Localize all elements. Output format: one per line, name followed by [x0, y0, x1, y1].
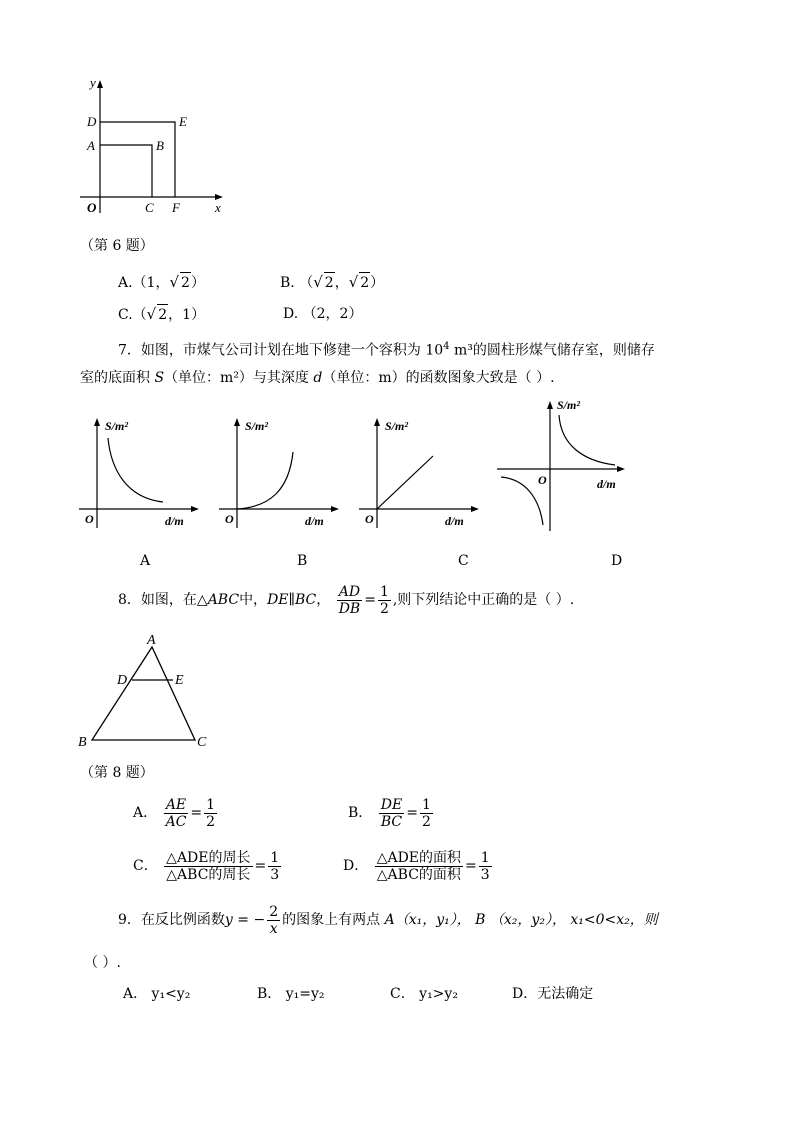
q7-line1-sup: 4 [443, 341, 450, 352]
q8-option-b-eq: = [406, 805, 418, 821]
q6-caption: （第 6 题） [80, 238, 154, 254]
q7-graph-c-ylabel: S/m² [385, 419, 408, 433]
q9-stem-a: 9．在反比例函数 [118, 912, 225, 928]
q8-option-c-rnum: 1 [270, 849, 280, 866]
q8-stem-d: ,则下列结论中正确的是（ ）. [392, 592, 575, 608]
q6-option-b: B. （√ 2，√ 2） [280, 273, 385, 291]
q8-stem-a: 8．如图，在△ [118, 592, 208, 608]
q8-option-d [343, 848, 494, 884]
triangle-abc [92, 647, 195, 740]
label-E: E [179, 114, 187, 129]
q8-option-c-eq: = [254, 858, 267, 874]
label-A: A [87, 138, 95, 153]
q6-option-c-suffix: ，1） [168, 307, 206, 323]
q9-frac-den: x [269, 920, 278, 937]
q6-figure [75, 75, 235, 220]
q8-option-d-num: △ADE的面积 [376, 849, 462, 866]
q7-choice-d: D [611, 553, 623, 569]
q8-option-d-rnum: 1 [480, 849, 490, 866]
q7-stem-line1 [118, 337, 655, 361]
tri-label-B: B [78, 735, 87, 750]
q8-caption: （第 8 题） [80, 765, 154, 781]
q8-option-b-den: BC [380, 813, 403, 830]
q7-graph-a-curve [108, 438, 163, 502]
q7-line1-b: m³的圆柱形煤气储存室，则储存 [449, 342, 655, 359]
q6-option-a-prefix: A.（1， [118, 275, 170, 291]
tri-label-E: E [175, 673, 184, 688]
q6-option-b-sqrt2: 2 [359, 272, 370, 293]
q7-stem-line2 [80, 368, 555, 388]
label-F: F [172, 200, 180, 215]
label-y: y [90, 75, 96, 90]
q8-option-c-num: △ADE的周长 [166, 849, 251, 866]
tri-label-A: A [147, 633, 156, 648]
label-C: C [145, 200, 154, 215]
q7-graph-b-curve [237, 452, 293, 509]
q6-option-c-sqrt: 2 [157, 304, 168, 325]
q7-line2-a: 室的底面积 [80, 370, 155, 386]
q8-stem-eq: = [364, 592, 376, 608]
q9-option-c: C． y₁>y₂ [390, 986, 458, 1002]
q8-option-d-label: D． [343, 858, 369, 874]
q9-frac-num: 2 [269, 903, 279, 920]
q7-graph-b-origin: O [225, 512, 234, 526]
label-O: O [87, 200, 97, 215]
q6-option-b-mid: ， [334, 275, 349, 291]
q8-option-a-den: AC [165, 813, 187, 830]
q7-choice-c: C [458, 553, 469, 569]
q8-option-a-rnum: 1 [206, 796, 216, 813]
q9-point-a: A（x₁，y₁）， [384, 912, 471, 928]
q8-option-a-num: AE [165, 796, 187, 813]
tri-label-D: D [117, 673, 128, 688]
rect-abco [100, 145, 152, 197]
q8-option-b-rden: 2 [421, 813, 431, 830]
q7-line2-b: （单位：m²）与其深度 [164, 370, 314, 386]
q8-stem-c: ， [316, 592, 331, 608]
q7-graph-a-origin: O [85, 512, 94, 526]
q7-graph-b-xlabel: d/m [305, 514, 324, 528]
q8-stem-frac-num: AD [338, 583, 361, 600]
q6-option-a-suffix: ） [190, 275, 205, 291]
q7-choice-a: A [140, 553, 151, 569]
q8-option-b [348, 795, 435, 831]
q8-stem-de: DE∥BC [267, 592, 317, 608]
q8-option-a-rden: 2 [206, 813, 216, 830]
q8-stem-abc: ABC [207, 592, 240, 608]
q9-point-b: B （x₂，y₂）， [475, 912, 566, 928]
y-arrow [97, 80, 103, 88]
q6-option-b-prefix: B. （ [280, 275, 314, 291]
q7-graph-a [75, 410, 200, 535]
rect-defo [100, 122, 175, 197]
q6-option-d: D. （2，2） [283, 306, 363, 322]
q8-option-d-eq: = [465, 858, 477, 874]
q8-option-d-rden: 3 [480, 866, 490, 883]
q9-stem [118, 902, 658, 938]
q8-option-b-label: B． [348, 805, 373, 821]
q8-stem-half [378, 584, 391, 617]
q6-option-c: C.（√ 2，1） [118, 305, 206, 323]
q8-stem-frac [337, 584, 363, 617]
q8-option-a [133, 795, 219, 831]
q8-stem-half-den: 2 [379, 600, 389, 617]
q8-option-a-eq: = [190, 805, 203, 821]
label-D: D [87, 114, 97, 129]
q8-option-c-den: △ABC的周长 [166, 866, 251, 883]
q8-option-b-rnum: 1 [421, 796, 431, 813]
tri-label-C: C [197, 735, 207, 750]
q9-stem-b: 的图象上有两点 [282, 912, 385, 928]
q9-option-a: A． y₁<y₂ [123, 986, 191, 1002]
q8-option-a-label: A． [133, 805, 158, 821]
q9-option-d: D．无法确定 [512, 986, 594, 1002]
q7-graph-d-curve-1 [559, 415, 615, 465]
q7-line1-a: 7．如图，市煤气公司计划在地下修建一个容积为 10 [118, 342, 444, 359]
q7-graph-a-xlabel: d/m [165, 514, 184, 528]
q7-graph-d [493, 395, 628, 535]
q9-paren: （ ）. [84, 955, 121, 971]
q8-stem [118, 582, 574, 618]
q7-graph-c-origin: O [365, 512, 374, 526]
q7-graph-d-ylabel: S/m² [557, 398, 580, 412]
q8-stem-b: 中， [239, 592, 268, 608]
q9-option-b: B． y₁=y₂ [257, 986, 325, 1002]
q8-option-c-rden: 3 [270, 866, 280, 883]
q8-option-d-den: △ABC的面积 [376, 866, 461, 883]
q7-graph-d-origin: O [538, 473, 547, 487]
q8-stem-frac-den: DB [338, 600, 361, 617]
q8-stem-half-num: 1 [379, 583, 389, 600]
q8-option-b-num: DE [380, 796, 403, 813]
label-B: B [156, 138, 164, 153]
q6-option-a-sqrt: 2 [180, 272, 191, 293]
q7-line2-c: （单位：m）的函数图象大致是（ ）. [322, 370, 555, 386]
label-x: x [215, 200, 221, 215]
q6-option-a: A.（1，√ 2） [118, 273, 205, 291]
q7-graph-d-xlabel: d/m [597, 477, 616, 491]
q7-graph-d-curve-2 [501, 477, 543, 525]
q9-y-eq: y = − [224, 912, 266, 928]
q7-line2-s: S [154, 370, 165, 386]
q7-line2-d: d [313, 370, 323, 386]
q8-triangle-figure [75, 630, 220, 750]
q6-option-b-sqrt1: 2 [324, 272, 335, 293]
q7-graph-a-ylabel: S/m² [105, 419, 128, 433]
q7-graph-c-line [377, 456, 433, 509]
q8-option-c [133, 848, 283, 884]
q9-condition: x₁<0<x₂，则 [570, 912, 658, 928]
q7-graph-c-xlabel: d/m [445, 514, 464, 528]
q6-option-b-suffix: ） [370, 275, 385, 291]
q7-choice-b: B [297, 553, 308, 569]
q8-option-c-label: C． [133, 858, 158, 874]
q7-graph-b-ylabel: S/m² [245, 419, 268, 433]
q7-graph-b [215, 410, 340, 535]
q6-option-c-prefix: C.（ [118, 307, 147, 323]
q7-graph-c [355, 410, 480, 535]
